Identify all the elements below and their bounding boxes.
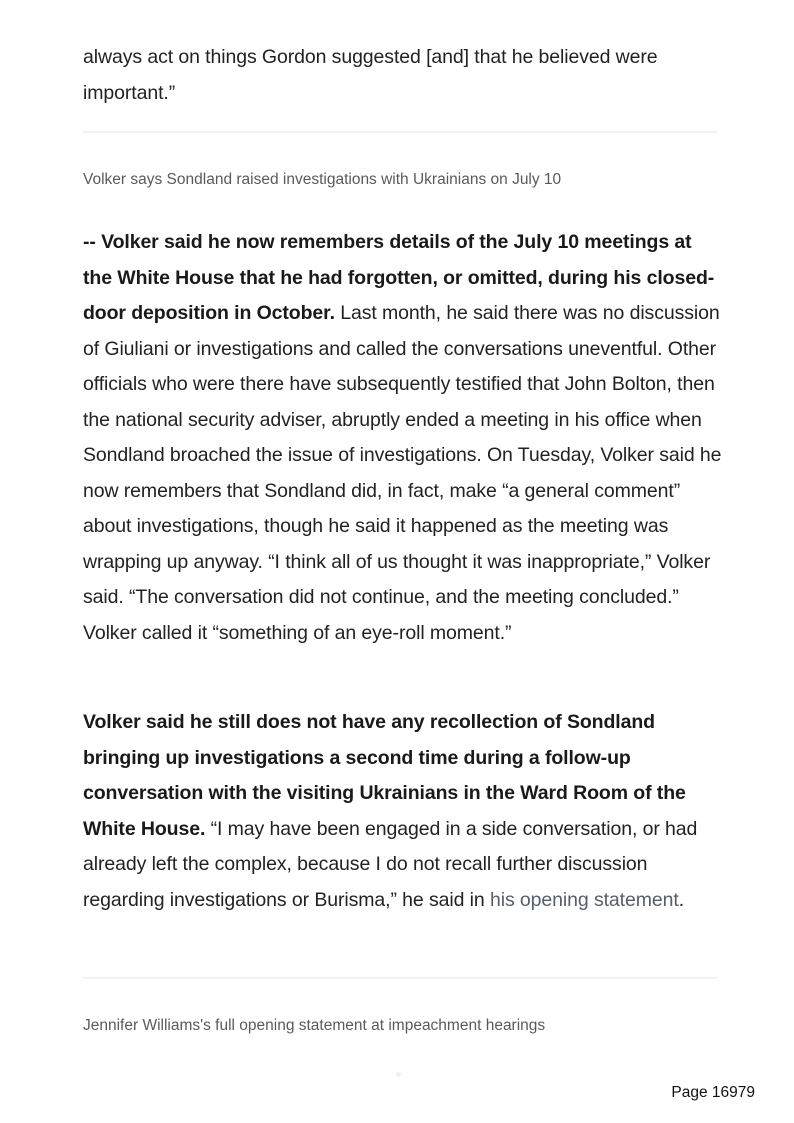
page-number: Page 16979 [671, 1084, 755, 1101]
video-caption-volker[interactable]: Volker says Sondland raised investigations with Ukrainians on July 10 [83, 171, 562, 188]
divider-bottom [83, 977, 717, 979]
faint-dot [396, 1072, 401, 1077]
paragraph-2-text: “I may have been engaged in a side conversation, or had already left the complex, because I do not recall further discussion regarding investigations or Burisma,” he said in [83, 817, 698, 911]
video-caption-williams[interactable]: Jennifer Williams's full opening statement at impeachment hearings [83, 1017, 546, 1034]
divider-top [83, 131, 717, 133]
paragraph-volker-july-10 [83, 225, 723, 651]
intro-text: always act on things Gordon suggested [and] that he believed were important.” [83, 46, 658, 104]
paragraph-ward-room [83, 705, 723, 918]
paragraph-1-bold: -- Volker said he now remembers details of the July 10 meetings at the White House that he had forgotten, or omitted, during his closed-door deposition in October. [83, 231, 715, 324]
paragraph-2-end: . [678, 888, 685, 911]
paragraph-2-bold: Volker said he still does not have any recollection of Sondland bringing up investigations a second time during a follow-up conversation with the visiting Ukrainians in the Ward Room of the White House. [83, 711, 686, 840]
intro-paragraph [83, 40, 723, 111]
opening-statement-link[interactable]: his opening statement [489, 888, 679, 911]
paragraph-1-text: Last month, he said there was no discussion of Giuliani or investigations and called the conversations uneventful. Other officials who were there have subsequently testified that John Bolton, then the national security adviser, abruptly ended a meeting in his office when Sondland broached the issue of investigations. On Tuesday, Volker said he now remembers that Sondland did, in fact, make “a general comment” about investigations, though he said it happened as the meeting was wrapping up anyway. “I think all of us thought it was inappropriate,” Volker said. “The conversation did not continue, and the meeting concluded.” Volker called it “something of an eye-roll moment.” [83, 302, 722, 644]
